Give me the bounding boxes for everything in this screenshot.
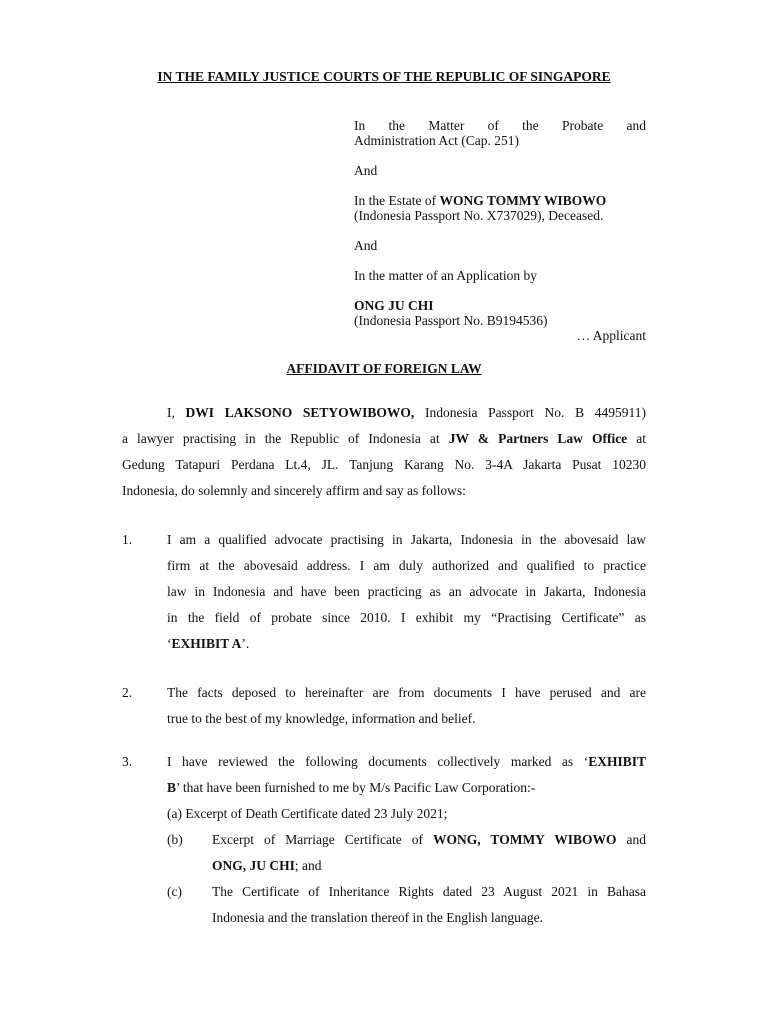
item-line: Indonesia and the translation thereof in the English language.: [212, 910, 544, 925]
intro-line-2: [122, 426, 646, 452]
paragraph-2: [122, 680, 646, 732]
matter-and-1: And: [354, 163, 378, 178]
matter-and-2: And: [354, 238, 378, 253]
intro-text: a lawyer practising in the Republic of Indonesia at: [122, 431, 449, 446]
applicant-name: ONG JU CHI: [354, 298, 434, 313]
quote-mark: ’.: [241, 636, 250, 651]
paragraph-line: law in Indonesia and have been practicing as an advocate in Jakarta, Indonesia: [167, 584, 646, 599]
intro-line-3: Gedung Tatapuri Perdana Lt.4, JL. Tanjung Karang No. 3-4A Jakarta Pusat 10230: [122, 457, 646, 472]
paragraph-number: 2.: [122, 685, 133, 700]
intro-text: at: [627, 431, 646, 446]
paragraph-number: 3.: [122, 754, 133, 769]
paragraph-line: [167, 631, 646, 657]
item-label: (c): [167, 884, 182, 899]
paragraph-text: I have reviewed the following documents collectively marked as ‘: [167, 754, 589, 769]
paragraph-line: in the field of probate since 2010. I exhibit my “Practising Certificate” as: [167, 610, 646, 625]
matter-application-line: In the matter of an Application by: [354, 268, 537, 283]
paragraph-line: [167, 749, 646, 775]
law-firm-name: JW & Partners Law Office: [448, 431, 628, 446]
intro-text: Indonesia Passport No. B 4495911): [414, 405, 646, 420]
paragraph-1: [122, 527, 646, 657]
item-line: [212, 827, 646, 853]
item-b: [167, 827, 646, 879]
party-name-2: ONG, JU CHI: [212, 858, 295, 873]
affidavit-body: [122, 400, 646, 931]
paragraph-line: The facts deposed to hereinafter are from documents I have perused and are: [167, 685, 646, 700]
item-line: The Certificate of Inheritance Rights dated 23 August 2021 in Bahasa: [212, 884, 646, 899]
exhibit-b-letter: B: [167, 780, 177, 795]
court-heading: IN THE FAMILY JUSTICE COURTS OF THE REPUBLIC OF SINGAPORE: [157, 69, 611, 84]
quote-mark: ‘: [167, 636, 172, 651]
deceased-passport: (Indonesia Passport No. X737029), Deceased.: [354, 208, 604, 223]
item-c: [167, 879, 646, 931]
paragraph-3: [122, 749, 646, 931]
paragraph-text: ’ that have been furnished to me by M/s Pacific Law Corporation:-: [176, 780, 536, 795]
exhibit-b-label: EXHIBIT: [588, 754, 646, 769]
intro-text: I,: [167, 405, 186, 420]
exhibit-a-label: EXHIBIT A: [171, 636, 242, 651]
matter-block: [354, 118, 646, 343]
intro-line-1: [122, 400, 646, 426]
document-title: AFFIDAVIT OF FOREIGN LAW: [286, 361, 482, 376]
item-text: Excerpt of Marriage Certificate of: [212, 832, 434, 847]
intro-line-4: Indonesia, do solemnly and sincerely affirm and say as follows:: [122, 483, 466, 498]
item-label: (b): [167, 832, 183, 847]
deponent-name: DWI LAKSONO SETYOWIBOWO,: [185, 405, 415, 420]
item-a: (a) Excerpt of Death Certificate dated 23 July 2021;: [167, 806, 448, 821]
estate-prefix: In the Estate of: [354, 193, 440, 208]
paragraph-line: [167, 775, 646, 801]
item-line: [212, 853, 646, 879]
paragraph-number: 1.: [122, 532, 133, 547]
applicant-label: … Applicant: [576, 328, 646, 343]
item-text: ; and: [294, 858, 322, 873]
paragraph-line: firm at the abovesaid address. I am duly authorized and qualified to practice: [167, 558, 646, 573]
applicant-passport: (Indonesia Passport No. B9194536): [354, 313, 548, 328]
matter-estate-line: [354, 193, 646, 208]
matter-act-line2: Administration Act (Cap. 251): [354, 133, 519, 148]
paragraph-line: I am a qualified advocate practising in Jakarta, Indonesia in the abovesaid law: [167, 532, 646, 547]
paragraph-line: true to the best of my knowledge, information and belief.: [167, 711, 476, 726]
item-text: and: [616, 832, 646, 847]
matter-act-line1: In the Matter of the Probate and: [354, 118, 646, 133]
deceased-name: WONG TOMMY WIBOWO: [439, 193, 607, 208]
party-name-1: WONG, TOMMY WIBOWO: [433, 832, 617, 847]
